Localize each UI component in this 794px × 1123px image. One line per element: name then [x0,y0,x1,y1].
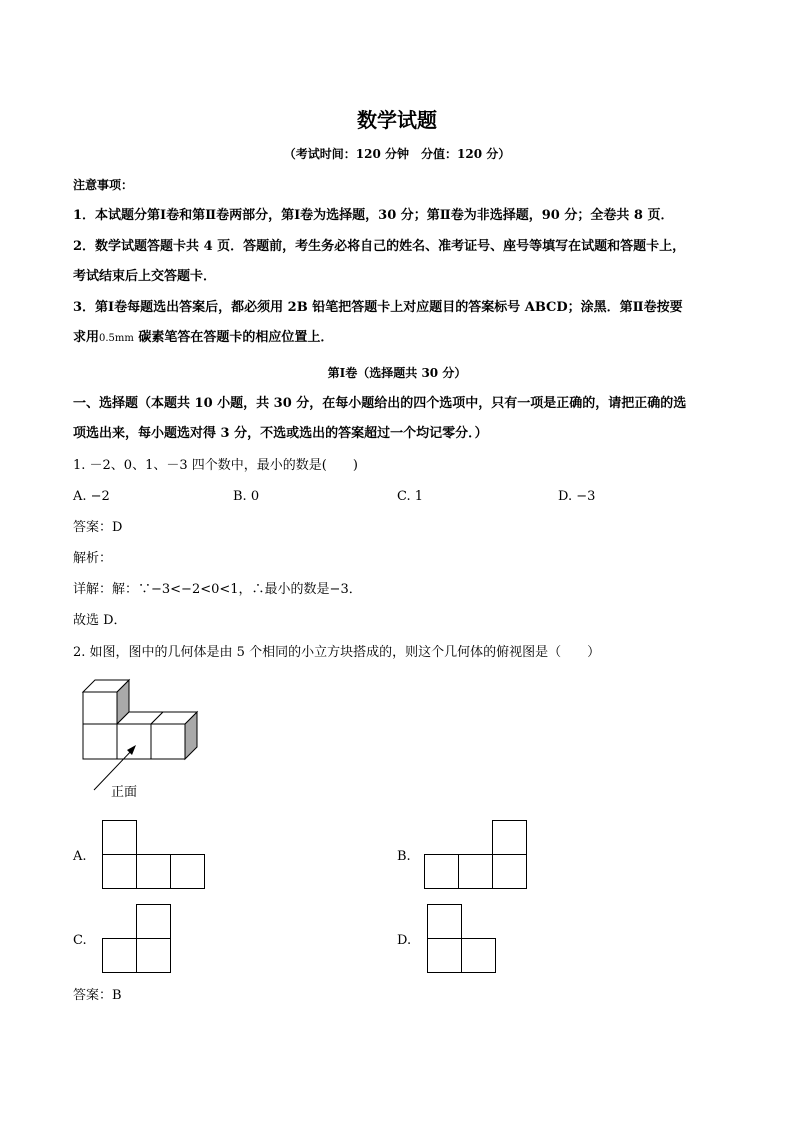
section-title: 第Ⅰ卷（选择题共 30 分） [327,366,467,380]
front-label: 正面 [111,785,138,800]
q1-option-d: D. −3 [558,489,596,504]
q1-answer: 答案：D [73,520,123,535]
exam-info: （考试时间：120 分钟 分值：120 分） [283,147,511,161]
page-title: 数学试题 [357,108,437,132]
q1-detail: 详解：解：∵−3<−2<0<1，∴最小的数是−3． [73,582,362,597]
q2-option-d-figure [427,904,497,974]
q1-option-a: A. −2 [73,489,110,504]
notice-item-3-line2-c: 碳素笔答在答题卡的相应位置上． [133,330,334,345]
q2-option-b-label: B. [397,849,411,864]
q1-conclusion: 故选 D． [73,613,127,628]
notice-item-2-line1: 2．数学试题答题卡共 4 页．答题前，考生务必将自己的姓名、准考证号、座号等填写在试题和答题卡上， [73,239,686,254]
q1-option-b: B. 0 [233,489,260,504]
q2-option-a-figure [102,820,206,890]
q2-stem: 2. 如图，图中的几何体是由 5 个相同的小立方块搭成的，则这个几何体的俯视图是（ ） [73,645,601,660]
notice-heading: 注意事项： [73,178,134,192]
q2-option-b-figure [424,820,528,890]
notice-item-3-line1: 3．第Ⅰ卷每题选出答案后，都必须用 2B 铅笔把答题卡上对应题目的答案标号 ABCD；涂黑．第Ⅱ卷按要 [73,300,683,315]
q1-option-c: C. 1 [397,489,424,504]
section-intro-line1: 一、选择题（本题共 10 小题，共 30 分，在每小题给出的四个选项中，只有一项是正确的，请把正确的选 [73,396,687,411]
notice-item-3-line2 [73,328,333,349]
q1-stem: 1. －2、0、1、－3 四个数中，最小的数是( ) [73,458,358,473]
q2-option-c-figure [102,904,172,974]
cube-figure [76,672,216,807]
q2-answer: 答案：B [73,988,122,1003]
q2-option-a-label: A. [73,849,87,864]
q2-option-c-label: C. [73,933,87,948]
notice-item-2-line2: 考试结束后上交答题卡． [73,269,217,284]
notice-item-3-line2-a: 求用 [73,330,100,345]
q1-analysis: 解析： [73,551,113,566]
pen-size: 0.5mm [99,333,134,344]
notice-item-1: 1．本试题分第Ⅰ卷和第Ⅱ卷两部分，第Ⅰ卷为选择题，30 分；第Ⅱ卷为非选择题，90 分；全卷共 8 页． [73,208,674,223]
section-intro-line2: 项选出来，每小题选对得 3 分，不选或选出的答案超过一个均记零分．） [73,426,488,441]
q2-option-d-label: D. [397,933,412,948]
